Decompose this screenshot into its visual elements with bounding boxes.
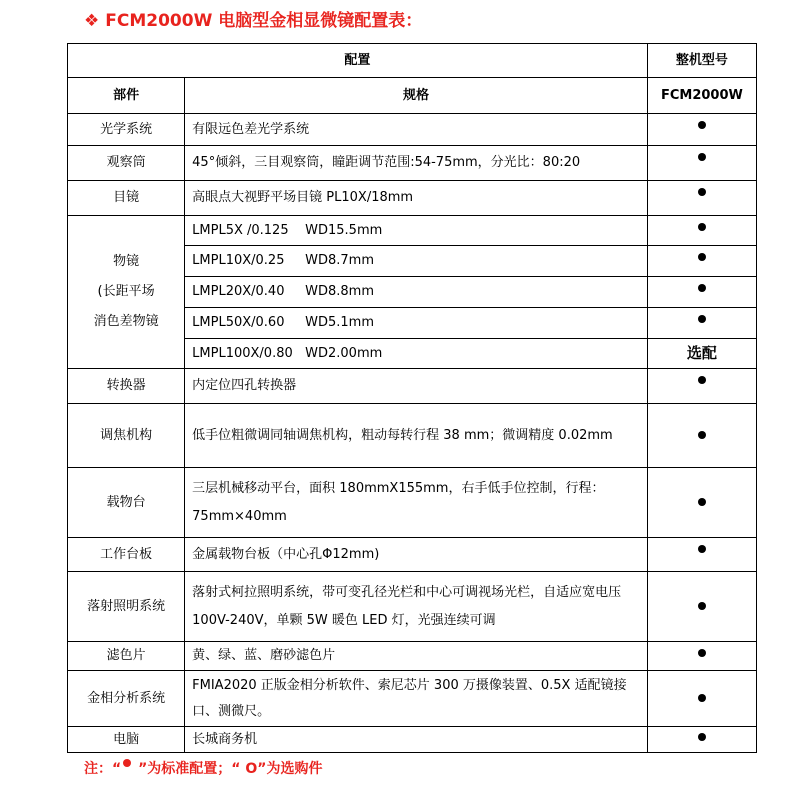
row-part: 观察筒 [68,146,185,181]
standard-dot-icon [698,431,706,439]
row-part: 光学系统 [68,114,185,146]
standard-dot-icon [698,733,706,741]
footnote [84,758,322,778]
row-mark [647,369,756,404]
table-row [68,181,757,216]
table-row [68,642,757,671]
standard-dot-icon [698,498,706,506]
row-mark [647,277,756,308]
table-row [68,538,757,572]
row-mark [647,114,756,146]
row-spec: 内定位四孔转换器 [185,369,648,404]
objective-part [68,216,185,369]
row-spec: 有限远色差光学系统 [185,114,648,146]
table-subheader-row [68,78,757,114]
row-part: 工作台板 [68,538,185,572]
row-mark [647,572,756,642]
row-spec: FMIA2020 正版金相分析软件、索尼芯片 300 万摄像装置、0.5X 适配镜接口、测微尺。 [185,671,648,727]
model-column-header: 整机型号 [647,44,756,78]
page-title [84,6,422,31]
standard-dot-icon [698,602,706,610]
row-mark [647,339,756,369]
standard-dot-icon [698,223,706,231]
objective-spec: LMPL5X /0.125 WD15.5mm [185,216,648,246]
standard-dot-icon [123,759,131,767]
standard-dot-icon [698,188,706,196]
objective-spec: LMPL20X/0.40 WD8.8mm [185,277,648,308]
objective-part-line: 物镜 [113,254,140,269]
table-row [68,146,757,181]
standard-dot-icon [698,694,706,702]
config-table [67,43,757,753]
table-row [68,404,757,468]
row-spec: 黄、绿、蓝、磨砂滤色片 [185,642,648,671]
spec-header: 规格 [185,78,648,114]
footnote-text: ”为标准配置；“ O”为选购件 [133,761,323,777]
objective-row [68,216,757,246]
row-mark [647,246,756,277]
row-mark [647,671,756,727]
row-spec: 金属载物台板（中心孔Φ12mm) [185,538,648,572]
row-mark [647,308,756,339]
objective-part-line: 消色差物镜 [93,314,159,329]
model-header: FCM2000W [647,78,756,114]
table-row [68,114,757,146]
row-spec: 落射式柯拉照明系统，带可变孔径光栏和中心可调视场光栏，自适应宽电压 100V-240V，单颗 5W 暖色 LED 灯，光强连续可调 [185,572,648,642]
row-part: 电脑 [68,727,185,753]
row-spec: 低手位粗微调同轴调焦机构，粗动每转行程 38 mm；微调精度 0.02mm [185,404,648,468]
row-mark [647,146,756,181]
table-row [68,671,757,727]
row-spec: 长城商务机 [185,727,648,753]
standard-dot-icon [698,649,706,657]
row-part: 调焦机构 [68,404,185,468]
row-mark [647,642,756,671]
row-mark [647,468,756,538]
row-spec: 高眼点大视野平场目镜 PL10X/18mm [185,181,648,216]
standard-dot-icon [698,315,706,323]
objective-spec: LMPL100X/0.80 WD2.00mm [185,339,648,369]
standard-dot-icon [698,121,706,129]
standard-dot-icon [698,253,706,261]
table-row [68,572,757,642]
row-spec: 45°倾斜，三目观察筒，瞳距调节范围:54-75mm，分光比：80:20 [185,146,648,181]
standard-dot-icon [698,376,706,384]
footnote-prefix: 注：“ [84,761,122,777]
standard-dot-icon [698,153,706,161]
row-part: 载物台 [68,468,185,538]
objective-part-line: (长距平场 [97,284,155,299]
objective-spec: LMPL10X/0.25 WD8.7mm [185,246,648,277]
row-part: 目镜 [68,181,185,216]
table-row [68,369,757,404]
row-mark [647,181,756,216]
row-spec: 三层机械移动平台，面积 180mmX155mm，右手低手位控制，行程：75mm×40mm [185,468,648,538]
table-header-row [68,44,757,78]
row-mark [647,404,756,468]
part-header: 部件 [68,78,185,114]
table-row [68,727,757,753]
config-header: 配置 [68,44,648,78]
diamond-bullet-icon: ❖ [84,11,100,31]
row-mark [647,727,756,753]
objective-spec: LMPL50X/0.60 WD5.1mm [185,308,648,339]
row-mark [647,216,756,246]
table-row [68,468,757,538]
page-title-text: FCM2000W 电脑型金相显微镜配置表： [105,11,423,31]
row-part: 金相分析系统 [68,671,185,727]
row-part: 滤色片 [68,642,185,671]
optional-label: 选配 [686,343,717,362]
row-part: 落射照明系统 [68,572,185,642]
row-mark [647,538,756,572]
standard-dot-icon [698,545,706,553]
row-part: 转换器 [68,369,185,404]
standard-dot-icon [698,284,706,292]
